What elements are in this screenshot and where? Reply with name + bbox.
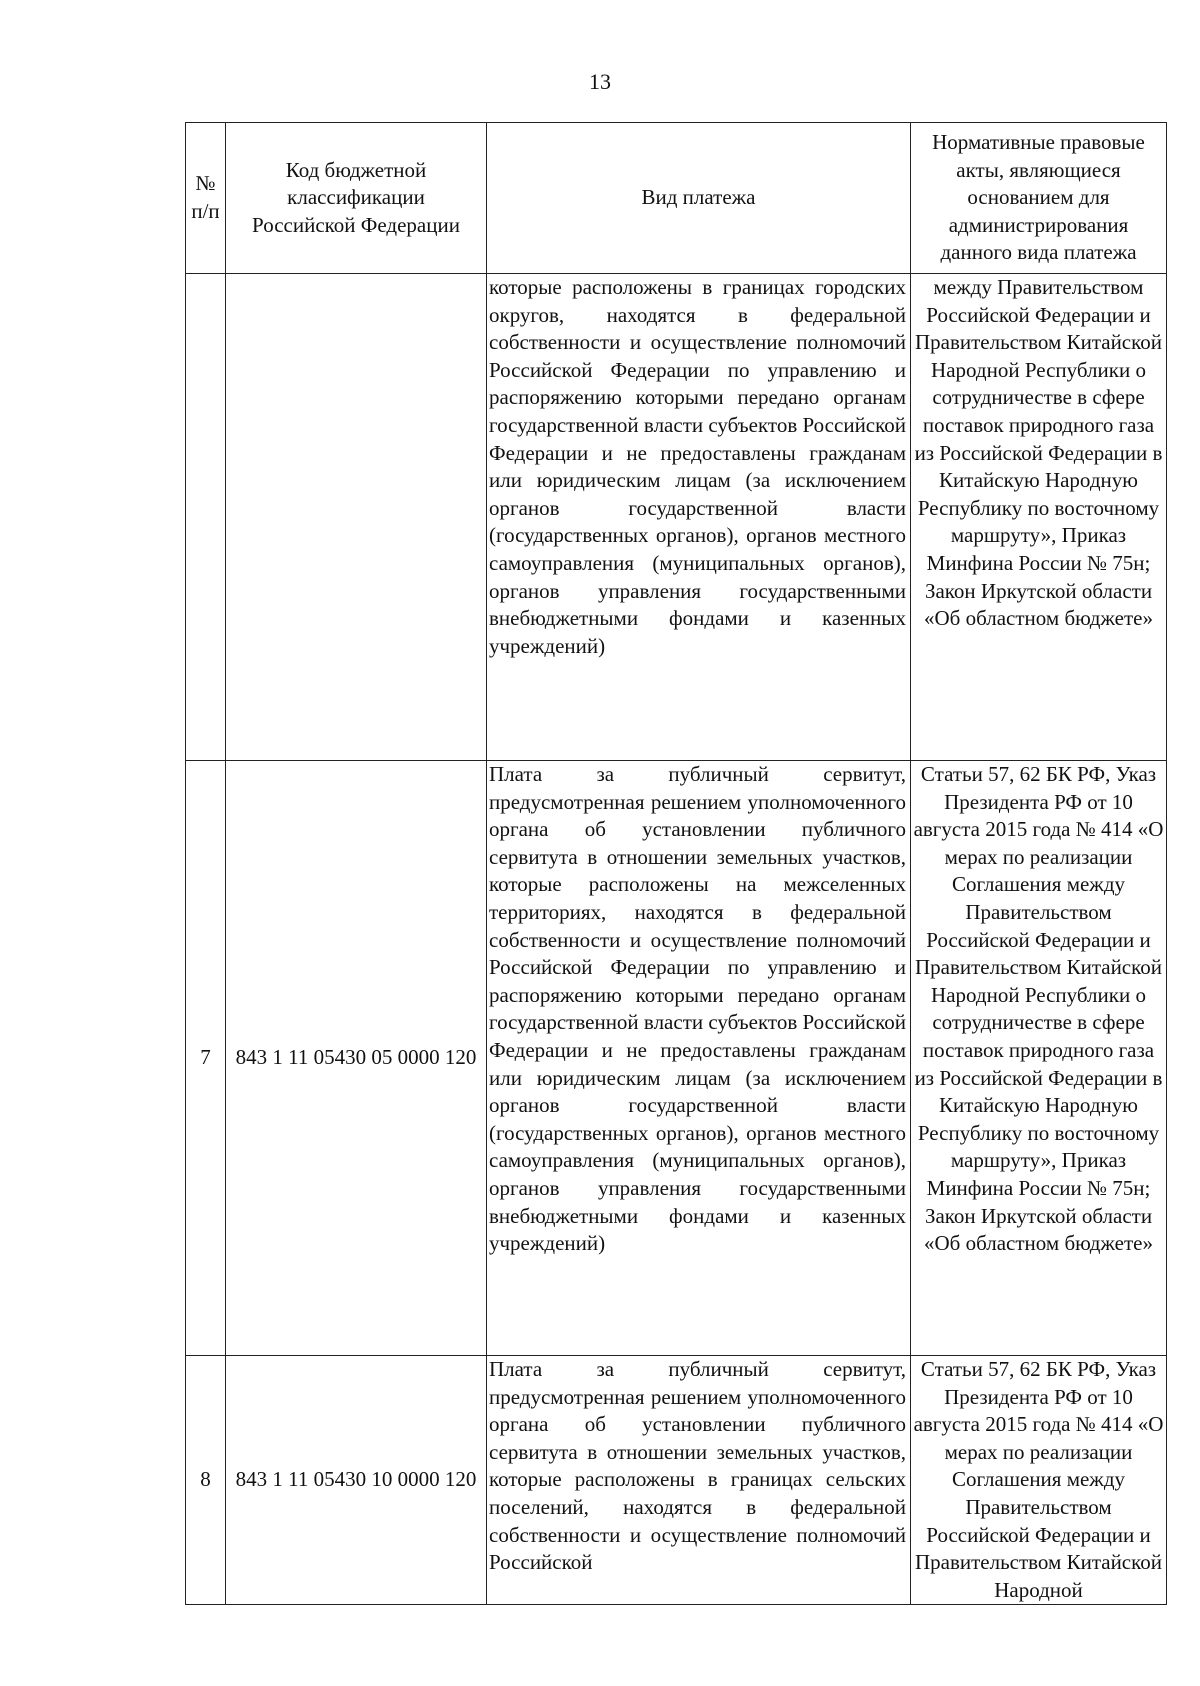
budget-classification-table <box>185 122 1167 1605</box>
table-row <box>186 1356 1167 1605</box>
table-header-row <box>186 123 1167 274</box>
budget-code: 843 1 11 05430 10 0000 120 <box>226 1356 487 1605</box>
budget-code <box>226 274 487 761</box>
table-row <box>186 274 1167 761</box>
payment-type: Плата за публичный сервитут, предусмотренная решением уполномоченного органа об установлении публичного сервитута в отношении земельных участков, которые расположены в границах сельских поселений, находятся в федеральной собственности и осуществление полномочий Российской <box>487 1356 911 1605</box>
budget-code: 843 1 11 05430 05 0000 120 <box>226 761 487 1356</box>
legal-acts: Статьи 57, 62 БК РФ, Указ Президента РФ от 10 августа 2015 года № 414 «О мерах по реализации Соглашения между Правительством Российской Федерации и Правительством Китайской Народной <box>911 1356 1167 1605</box>
header-budget-code: Код бюджетной классификации Российской Федерации <box>226 123 487 274</box>
row-number: 7 <box>186 761 226 1356</box>
header-payment-type: Вид платежа <box>487 123 911 274</box>
header-number: № п/п <box>186 123 226 274</box>
page-number: 13 <box>589 69 611 94</box>
row-number: 8 <box>186 1356 226 1605</box>
payment-type: которые расположены в границах городских округов, находятся в федеральной собственности и осуществление полномочий Российской Федерации по управлению и распоряжению которыми передано органам государственной власти субъектов Российской Федерации и не предоставлены гражданам или юридическим лицам (за исключением органов государственной власти (государственных органов), органов местного самоуправления (муниципальных органов), органов управления государственными внебюджетными фондами и казенных учреждений) <box>487 274 911 761</box>
legal-acts: Статьи 57, 62 БК РФ, Указ Президента РФ от 10 августа 2015 года № 414 «О мерах по реализации Соглашения между Правительством Российской Федерации и Правительством Китайской Народной Республики о сотрудничестве в сфере поставок природного газа из Российской Федерации в Китайскую Народную Республику по восточному маршруту», Приказ Минфина России № 75н; Закон Иркутской области «Об областном бюджете» <box>911 761 1167 1356</box>
payment-type: Плата за публичный сервитут, предусмотренная решением уполномоченного органа об установлении публичного сервитута в отношении земельных участков, которые расположены на межселенных территориях, находятся в федеральной собственности и осуществление полномочий Российской Федерации по управлению и распоряжению которыми передано органам государственной власти субъектов Российской Федерации и не предоставлены гражданам или юридическим лицам (за исключением органов государственной власти (государственных органов), органов местного самоуправления (муниципальных органов), органов управления государственными внебюджетными фондами и казенных учреждений) <box>487 761 911 1356</box>
header-legal-acts: Нормативные правовые акты, являющиеся основанием для администрирования данного вида платежа <box>911 123 1167 274</box>
table-row <box>186 761 1167 1356</box>
legal-acts: между Правительством Российской Федерации и Правительством Китайской Народной Республики о сотрудничестве в сфере поставок природного газа из Российской Федерации в Китайскую Народную Республику по восточному маршруту», Приказ Минфина России № 75н; Закон Иркутской области «Об областном бюджете» <box>911 274 1167 761</box>
row-number <box>186 274 226 761</box>
